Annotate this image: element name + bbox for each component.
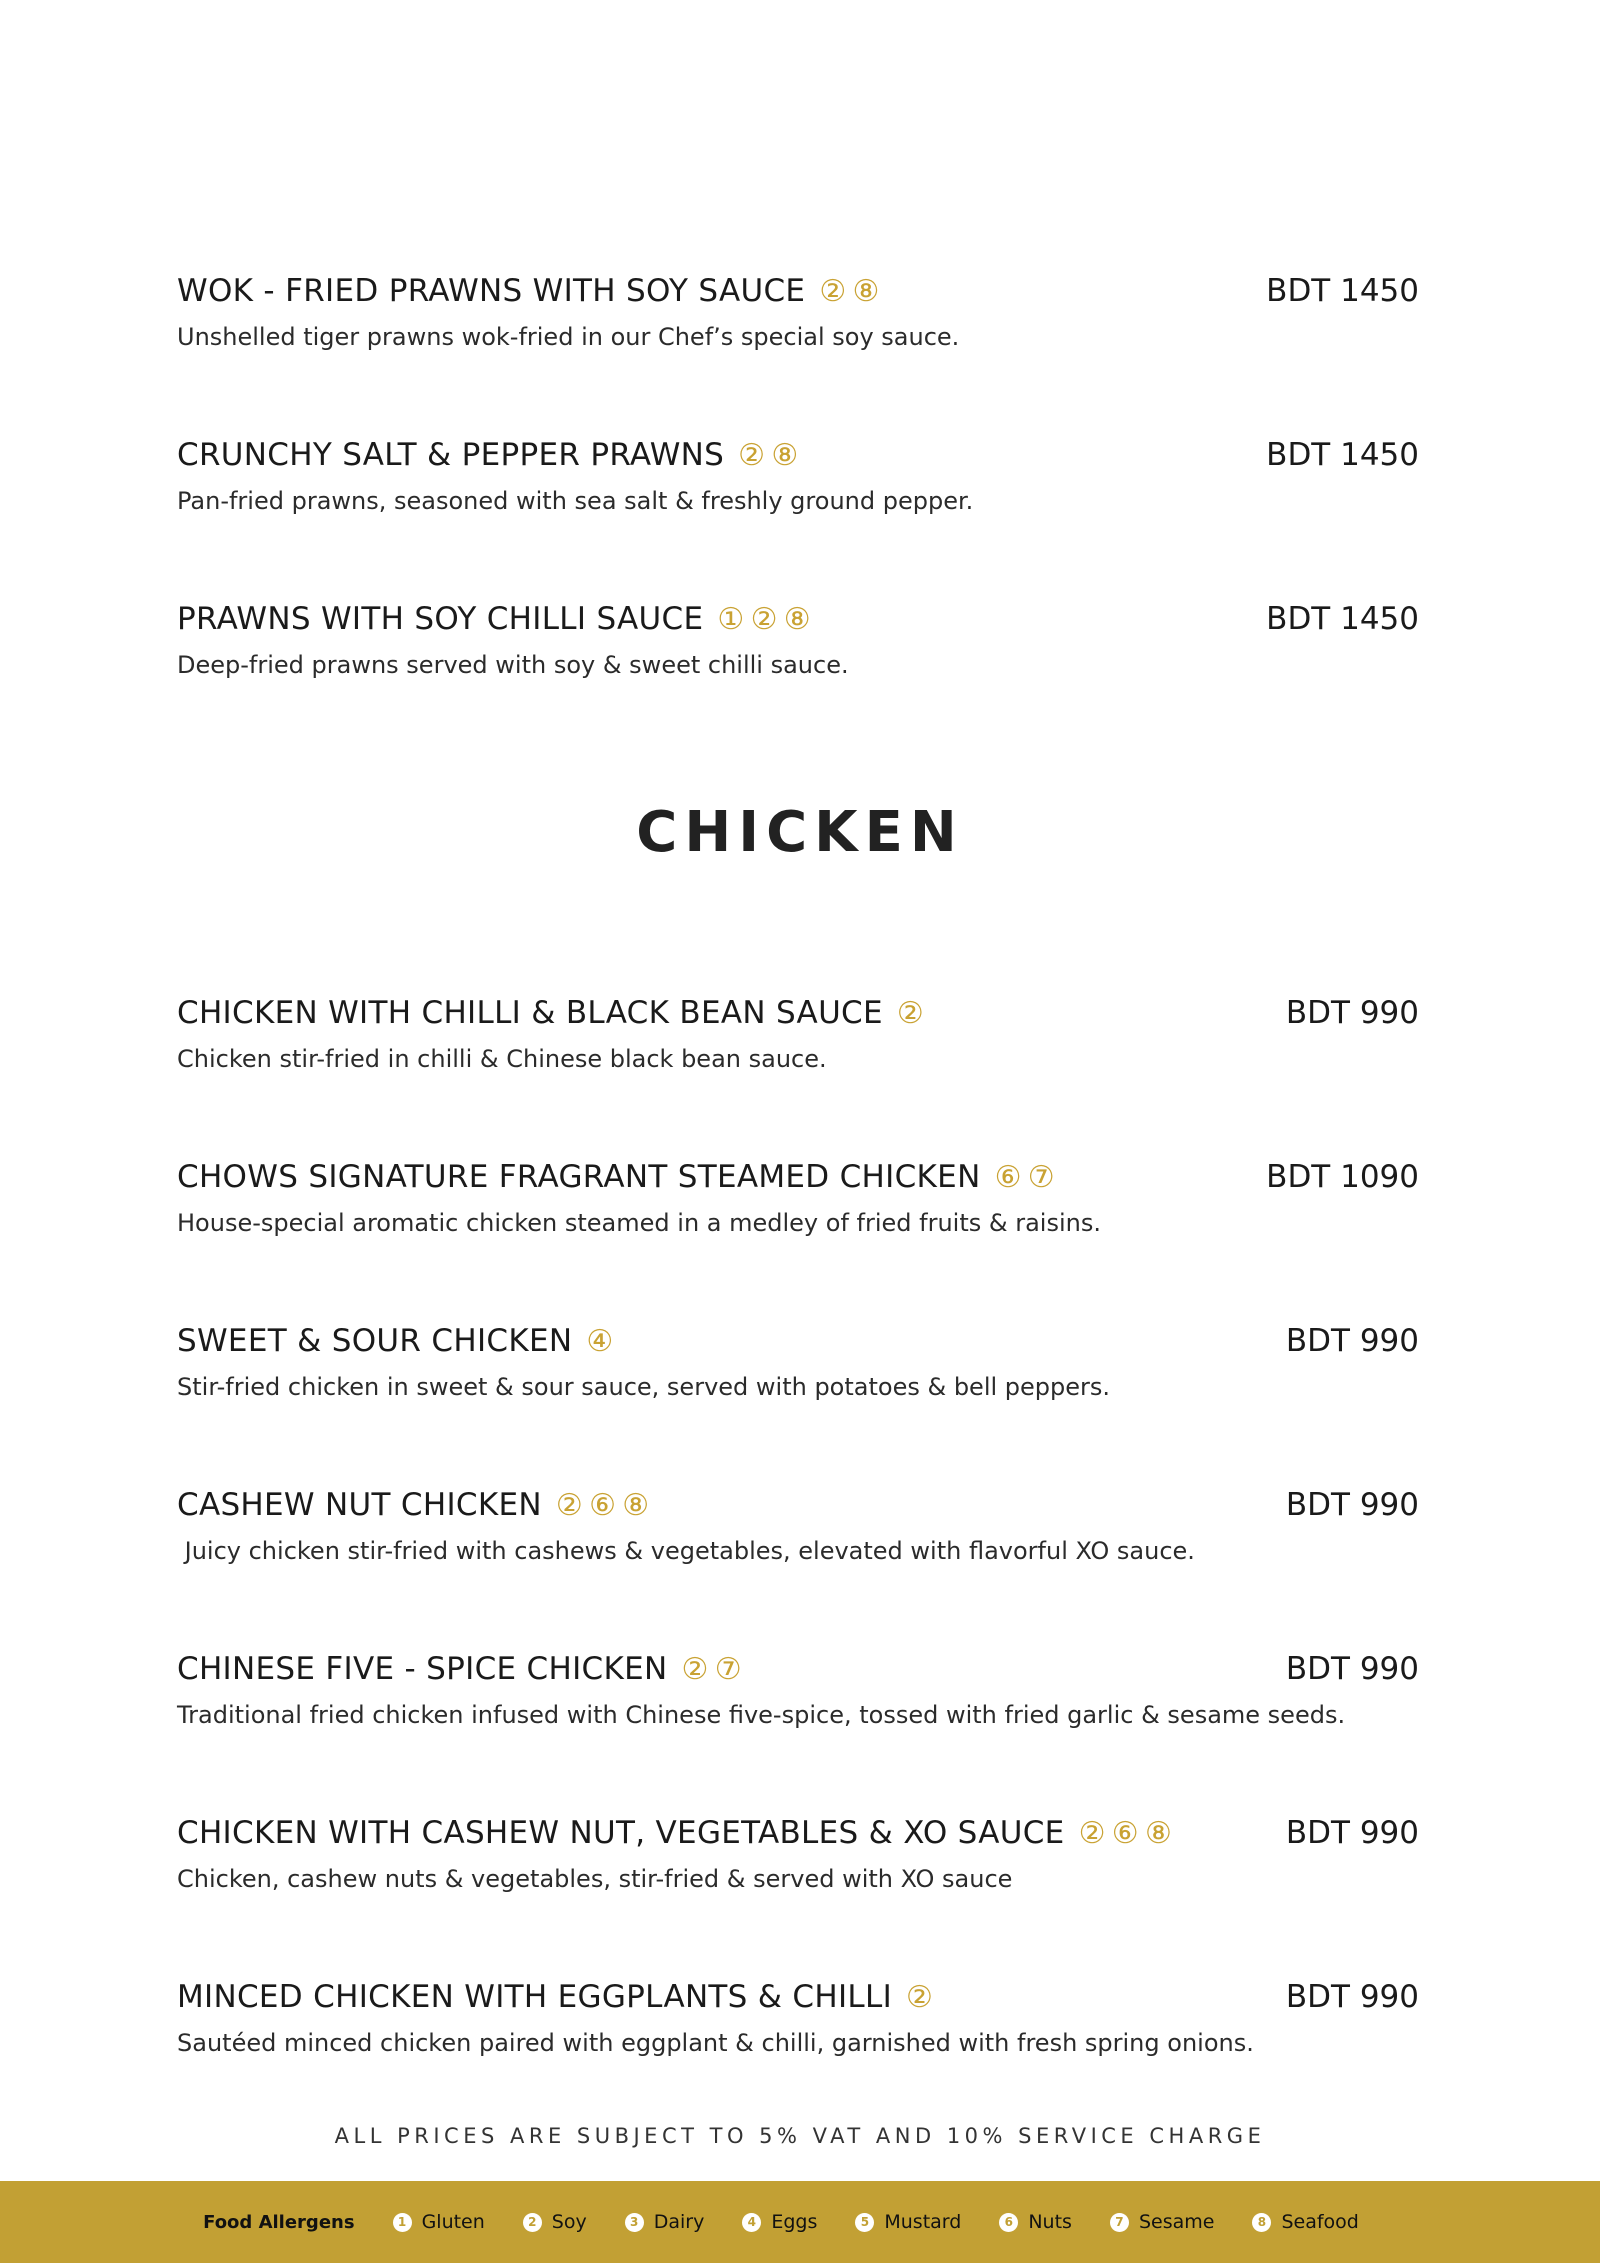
allergen-marker: ④	[586, 1323, 614, 1359]
section-title-chicken: CHICKEN	[636, 800, 964, 865]
allergen-label: Mustard	[884, 2211, 962, 2233]
menu-item-name	[177, 601, 811, 637]
allergen-marker: ①	[717, 601, 745, 637]
allergen-legend-entry	[1110, 2211, 1215, 2233]
allergen-marker: ⑧	[852, 273, 880, 309]
menu-item-price: BDT 1450	[1266, 437, 1419, 473]
menu-item-header	[177, 991, 1419, 1035]
menu-item-price: BDT 990	[1285, 995, 1419, 1031]
menu-item-description: Chicken, cashew nuts & vegetables, stir-fried & served with XO sauce	[177, 1865, 1013, 1893]
allergen-marker: ②	[681, 1651, 709, 1687]
menu-item-header	[177, 1483, 1419, 1527]
menu-item-header	[177, 1319, 1419, 1363]
allergen-markers	[556, 1488, 650, 1523]
menu-item-name	[177, 1487, 649, 1523]
menu-item-name	[177, 1651, 742, 1687]
allergen-number-icon: 5	[855, 2213, 874, 2232]
menu-item-name-text: CHINESE FIVE - SPICE CHICKEN	[177, 1651, 668, 1687]
menu-item	[177, 1975, 1419, 2057]
menu-item-description: Stir-fried chicken in sweet & sour sauce, served with potatoes & bell peppers.	[177, 1373, 1111, 1401]
menu-item-header	[177, 269, 1419, 313]
menu-item-price: BDT 990	[1285, 1651, 1419, 1687]
menu-item-name-text: WOK - FRIED PRAWNS WITH SOY SAUCE	[177, 273, 806, 309]
menu-item-name	[177, 1979, 933, 2015]
allergen-marker: ⑧	[783, 601, 811, 637]
allergen-marker: ⑧	[771, 437, 799, 473]
menu-item	[177, 1483, 1419, 1565]
menu-item-description: Chicken stir-fried in chilli & Chinese black bean sauce.	[177, 1045, 827, 1073]
allergen-markers	[682, 1652, 742, 1687]
menu-item	[177, 597, 1419, 679]
allergen-legend-entry	[855, 2211, 961, 2233]
menu-item-header	[177, 1647, 1419, 1691]
allergen-legend-entry	[625, 2211, 705, 2233]
menu-item-price: BDT 990	[1285, 1979, 1419, 2015]
allergen-markers	[906, 1980, 933, 2015]
allergen-label: Dairy	[653, 2211, 705, 2233]
allergen-marker: ⑦	[1027, 1159, 1055, 1195]
menu-item-price: BDT 1090	[1266, 1159, 1419, 1195]
menu-item-name	[177, 1159, 1055, 1195]
allergen-label: Gluten	[421, 2211, 485, 2233]
menu-item	[177, 1811, 1419, 1893]
menu-item-name-text: CHOWS SIGNATURE FRAGRANT STEAMED CHICKEN	[177, 1159, 981, 1195]
menu-item-header	[177, 597, 1419, 641]
allergen-marker: ②	[555, 1487, 584, 1523]
menu-item	[177, 1319, 1419, 1401]
menu-item-name-text: CHICKEN WITH CASHEW NUT, VEGETABLES & XO SAUCE	[177, 1815, 1065, 1851]
allergen-legend-entry	[999, 2211, 1072, 2233]
menu-item-name	[177, 995, 924, 1031]
menu-item-header	[177, 1811, 1419, 1855]
menu-item-header	[177, 433, 1419, 477]
price-note: ALL PRICES ARE SUBJECT TO 5% VAT AND 10% SERVICE CHARGE	[334, 2124, 1266, 2148]
allergen-legend-entry	[1252, 2211, 1358, 2233]
menu-item-price: BDT 990	[1285, 1323, 1419, 1359]
menu-item-name	[177, 437, 799, 473]
allergen-label: Seafood	[1281, 2211, 1359, 2233]
menu-item-description: Sautéed minced chicken paired with eggplant & chilli, garnished with fresh spring onions.	[177, 2029, 1254, 2057]
allergen-label: Sesame	[1138, 2211, 1215, 2233]
menu-item-description: Pan-fried prawns, seasoned with sea salt & freshly ground pepper.	[177, 487, 974, 515]
allergen-marker: ⑥	[1111, 1815, 1139, 1851]
menu-item	[177, 1647, 1419, 1729]
menu-item-description: Deep-fried prawns served with soy & sweet chilli sauce.	[177, 651, 849, 679]
allergen-markers	[586, 1324, 613, 1359]
allergen-marker: ⑦	[714, 1651, 742, 1687]
allergen-number-icon: 6	[999, 2213, 1018, 2232]
menu-item-name-text: MINCED CHICKEN WITH EGGPLANTS & CHILLI	[177, 1979, 893, 2015]
allergen-legend-title: Food Allergens	[203, 2211, 355, 2233]
menu-item-description: House-special aromatic chicken steamed in a medley of fried fruits & raisins.	[177, 1209, 1101, 1237]
menu-item-price: BDT 990	[1285, 1487, 1419, 1523]
allergen-number-icon: 4	[742, 2213, 761, 2232]
menu-item-name-text: PRAWNS WITH SOY CHILLI SAUCE	[177, 601, 704, 637]
menu-item-name-text: SWEET & SOUR CHICKEN	[177, 1323, 573, 1359]
allergen-legend-entry	[393, 2211, 485, 2233]
allergen-marker: ⑥	[994, 1159, 1022, 1195]
menu-item-name-text: CRUNCHY SALT & PEPPER PRAWNS	[177, 437, 725, 473]
allergen-number-icon: 7	[1110, 2213, 1129, 2232]
menu-item-price: BDT 990	[1285, 1815, 1419, 1851]
allergen-markers	[717, 602, 811, 637]
allergen-marker: ②	[906, 1979, 934, 2015]
menu-item-name	[177, 1815, 1172, 1851]
allergen-label: Soy	[551, 2211, 587, 2233]
allergen-markers	[897, 996, 924, 1031]
menu-item	[177, 433, 1419, 515]
menu-item-name-text: CHICKEN WITH CHILLI & BLACK BEAN SAUCE	[177, 995, 883, 1031]
allergen-marker: ②	[750, 601, 778, 637]
allergen-markers	[738, 438, 798, 473]
allergen-marker: ⑧	[622, 1487, 650, 1523]
menu-item	[177, 1155, 1419, 1237]
allergen-marker: ②	[1078, 1815, 1106, 1851]
menu-item-price: BDT 1450	[1266, 601, 1419, 637]
menu-item	[177, 991, 1419, 1073]
allergen-markers	[1079, 1816, 1173, 1851]
menu-item-name	[177, 1323, 614, 1359]
allergen-markers	[995, 1160, 1055, 1195]
menu-item-header	[177, 1155, 1419, 1199]
allergen-number-icon: 2	[523, 2213, 542, 2232]
allergen-number-icon: 1	[393, 2213, 412, 2232]
allergen-marker: ⑥	[589, 1487, 617, 1523]
allergen-legend-entry	[742, 2211, 817, 2233]
allergen-marker: ②	[896, 995, 925, 1031]
allergen-marker: ⑧	[1144, 1815, 1173, 1851]
menu-item-name-text: CASHEW NUT CHICKEN	[177, 1487, 542, 1523]
menu-item-description: Juicy chicken stir-fried with cashews & vegetables, elevated with flavorful XO sauce.	[177, 1537, 1195, 1565]
allergen-legend-entry	[523, 2211, 587, 2233]
allergen-label: Eggs	[771, 2211, 818, 2233]
menu-item-price: BDT 1450	[1266, 273, 1419, 309]
allergen-number-icon: 8	[1252, 2213, 1271, 2232]
menu-item-description: Traditional fried chicken infused with Chinese five-spice, tossed with fried garlic & sesame seeds.	[177, 1701, 1346, 1729]
menu-item	[177, 269, 1419, 351]
menu-item-name	[177, 273, 880, 309]
allergen-marker: ②	[738, 437, 766, 473]
allergen-legend-bar	[0, 2181, 1600, 2263]
allergen-number-icon: 3	[625, 2213, 644, 2232]
allergen-marker: ②	[819, 273, 847, 309]
menu-item-description: Unshelled tiger prawns wok-fried in our Chef’s special soy sauce.	[177, 323, 960, 351]
allergen-label: Nuts	[1028, 2211, 1072, 2233]
allergen-markers	[819, 274, 879, 309]
menu-item-header	[177, 1975, 1419, 2019]
